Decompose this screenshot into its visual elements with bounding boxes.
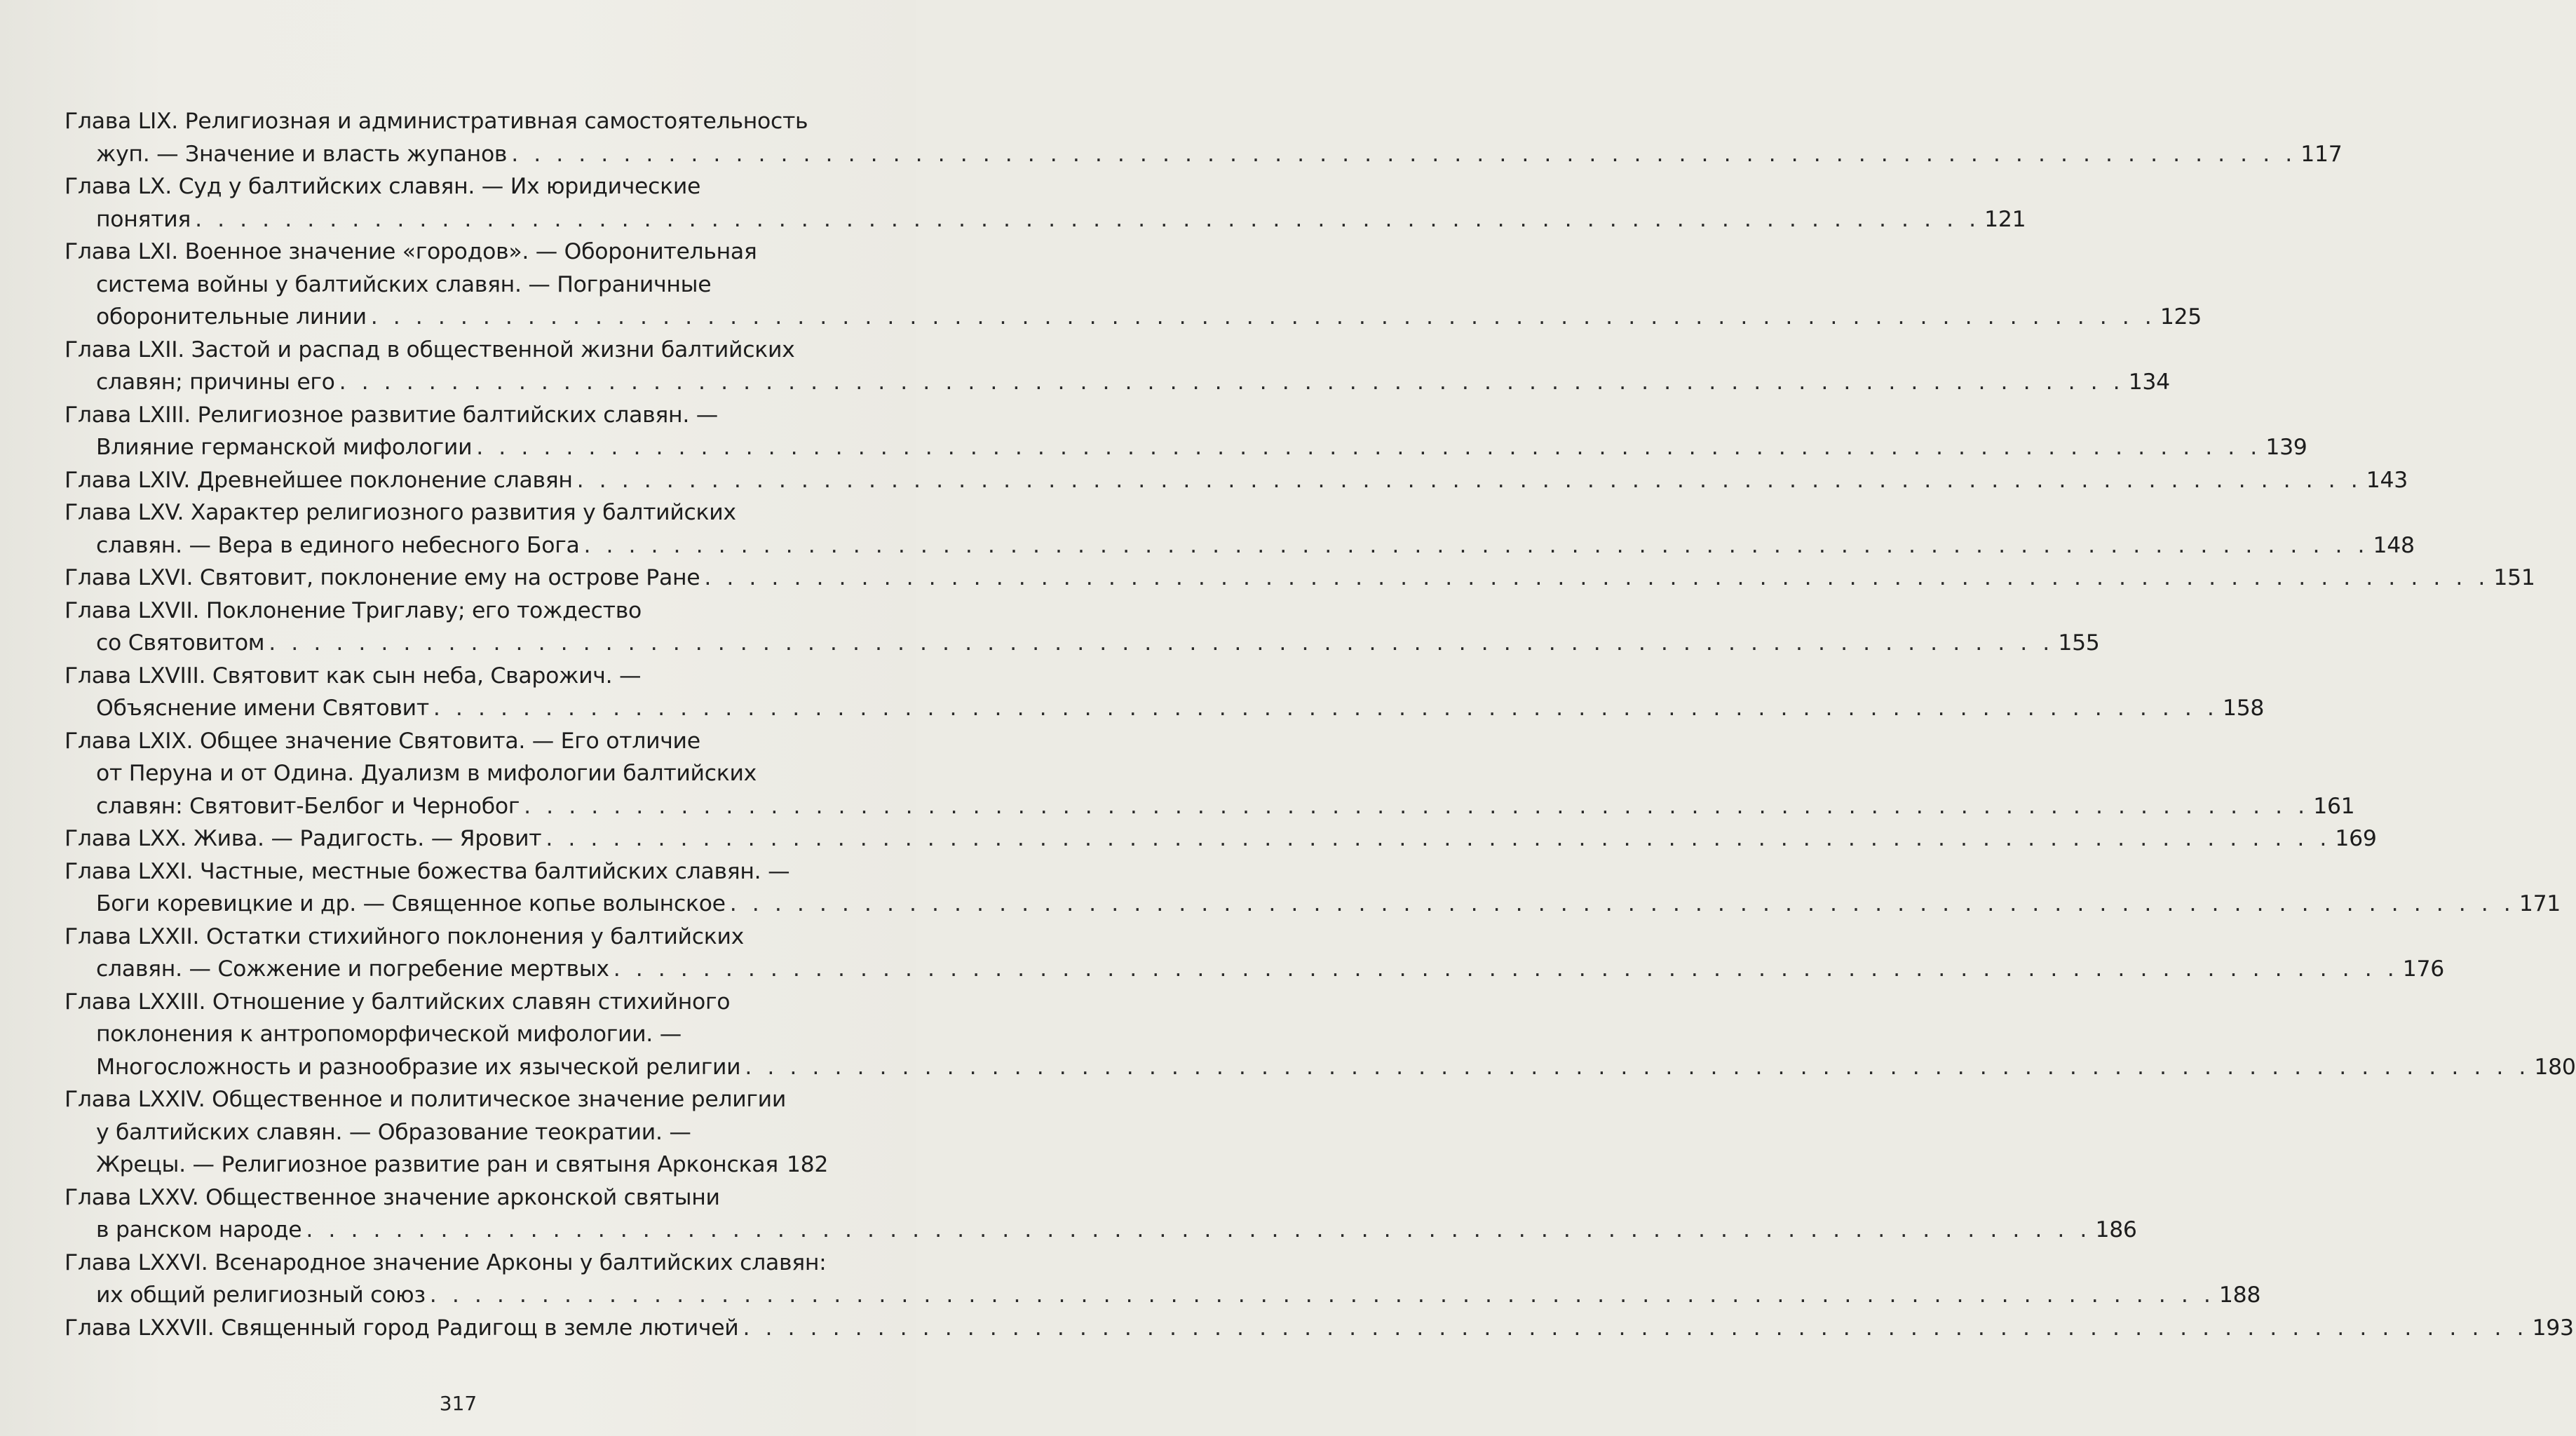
page-reference: 158 [2222, 696, 2265, 721]
toc-entry [65, 170, 2026, 236]
chapter-title-continued: у балтийских славян. — Образование теократии. — [96, 1119, 691, 1145]
toc-entry [65, 464, 2408, 497]
chapter-title: Глава LXX. Жива. — Радигость. — Яровит [65, 826, 542, 851]
chapter-title: Глава LXXV. Общественное значение арконской святыни [65, 1184, 720, 1210]
page-number: 317 [439, 1392, 477, 1415]
toc-entry [65, 1083, 829, 1181]
chapter-title-continued: система войны у балтийских славян. — Пограничные [96, 271, 712, 297]
toc-entry [65, 921, 2444, 986]
toc-entry [65, 660, 2265, 725]
dot-leader: . . . . . . . . . . . . . . . . . . . . . . . . . . . . . . . . . . . . . . . . . . . . . . . . . . . . . . . . . . . . . . . . . . . . . . . . . . . . . . . . [195, 206, 1981, 232]
dot-leader: . . . . . . . . . . . . . . . . . . . . . . . . . . . . . . . . . . . . . . . . . . . . . . . . . . . . . . . . . . . . . . . . . . . . . . . . . . . . . . . . [729, 891, 2515, 916]
dot-leader: . . . . . . . . . . . . . . . . . . . . . . . . . . . . . . . . . . . . . . . . . . . . . . . . . . . . . . . . . . . . . . . . . . . . . . . . . . . . . . . . [370, 304, 2156, 330]
chapter-title-continued: Влияние германской мифологии [96, 435, 473, 460]
page-reference: 182 [786, 1152, 829, 1177]
page-reference: 155 [2058, 630, 2100, 656]
dot-leader: . . . . . . . . . . . . . . . . . . . . . . . . . . . . . . . . . . . . . . . . . . . . . . . . . . . . . . . . . . . . . . . . . . . . . . . . . . . . . . . . [429, 1282, 2215, 1308]
toc-entry [65, 562, 2535, 595]
chapter-title: Глава LXXI. Частные, местные божества балтийских славян. — [65, 858, 790, 884]
chapter-title: Глава LIX. Религиозная и административная самостоятельность [65, 109, 808, 134]
toc-entry [65, 986, 2576, 1084]
chapter-title-continued: их общий религиозный союз [96, 1282, 426, 1308]
page-reference: 143 [2366, 467, 2408, 493]
chapter-title-continued: в ранском народе [96, 1217, 302, 1242]
page-reference: 151 [2493, 565, 2535, 590]
page-reference: 134 [2128, 370, 2170, 395]
chapter-title-continued: Объяснение имени Святовит [96, 696, 429, 721]
chapter-title: Глава LXXII. Остатки стихийного поклонения у балтийских [65, 923, 744, 949]
dot-leader: . . . . . . . . . . . . . . . . . . . . . . . . . . . . . . . . . . . . . . . . . . . . . . . . . . . . . . . . . . . . . . . . . . . . . . . . . . . . . . . . [269, 630, 2054, 656]
page-reference: 121 [1984, 206, 2026, 232]
page-reference: 161 [2313, 793, 2355, 819]
chapter-title-continued: оборонительные линии [96, 304, 367, 330]
toc-entry [65, 399, 2307, 464]
toc-entry [65, 1181, 2137, 1247]
page-reference: 125 [2160, 304, 2202, 330]
chapter-title-continued: понятия [96, 206, 191, 232]
chapter-title: Глава LXXIV. Общественное и политическое значение религии [65, 1087, 787, 1112]
chapter-title-continued: Многосложность и разнообразие их языческой религии [96, 1054, 741, 1080]
dot-leader: . . . . . . . . . . . . . . . . . . . . . . . . . . . . . . . . . . . . . . . . . . . . . . . . . . . . . . . . . . . . . . . . . . . . . . . . . . . . . . . . [524, 793, 2310, 819]
chapter-title: Глава LX. Суд у балтийских славян. — Их юридические [65, 174, 701, 199]
chapter-title: Глава LXXVII. Священный город Радигощ в земле лютичей [65, 1315, 739, 1341]
page-reference: 193 [2532, 1315, 2574, 1341]
page-reference: 139 [2265, 435, 2307, 460]
toc-entry [65, 236, 2202, 334]
page-reference: 169 [2335, 826, 2377, 851]
chapter-title: Глава LXIX. Общее значение Святовита. — Его отличие [65, 728, 700, 754]
dot-leader: . . . . . . . . . . . . . . . . . . . . . . . . . . . . . . . . . . . . . . . . . . . . . . . . . . . . . . . . . . . . . . . . . . . . . . . . . . . . . . . . [433, 696, 2218, 721]
page-reference: 176 [2402, 956, 2444, 982]
chapter-title: Глава LXIV. Древнейшее поклонение славян [65, 467, 573, 493]
chapter-title-continued: славян; причины его [96, 370, 335, 395]
chapter-title-continued: славян: Святовит-Белбог и Чернобог [96, 793, 520, 819]
dot-leader: . . . . . . . . . . . . . . . . . . . . . . . . . . . . . . . . . . . . . . . . . . . . . . . . . . . . . . . . . . . . . . . . . . . . . . . . . . . . . . . . [613, 956, 2399, 982]
table-of-contents [65, 105, 2576, 1344]
chapter-title-continued: Жрецы. — Религиозное развитие ран и святыня Арконская [96, 1152, 778, 1177]
dot-leader: . . . . . . . . . . . . . . . . . . . . . . . . . . . . . . . . . . . . . . . . . . . . . . . . . . . . . . . . . . . . . . . . . . . . . . . . . . . . . . . . [704, 565, 2490, 590]
toc-entry [65, 496, 2415, 562]
chapter-title: Глава LXXVI. Всенародное значение Арконы у балтийских славян: [65, 1249, 827, 1275]
page-reference: 186 [2095, 1217, 2137, 1242]
toc-entry [65, 595, 2100, 660]
toc-entry [65, 1312, 2574, 1345]
toc-entry [65, 1247, 2261, 1312]
page-reference: 180 [2534, 1054, 2576, 1080]
chapter-title-continued: жуп. — Значение и власть жупанов [96, 141, 508, 167]
chapter-title: Глава LXV. Характер религиозного развития у балтийских [65, 500, 736, 525]
dot-leader: . . . . . . . . . . . . . . . . . . . . . . . . . . . . . . . . . . . . . . . . . . . . . . . . . . . . . . . . . . . . . . . . . . . . . . . . . . . . . . . . [306, 1217, 2092, 1242]
chapter-title: Глава LXIII. Религиозное развитие балтийских славян. — [65, 402, 718, 428]
dot-leader: . . . . . . . . . . . . . . . . . . . . . . . . . . . . . . . . . . . . . . . . . . . . . . . . . . . . . . . . . . . . . . . . . . . . . . . . . . . . . . . . [476, 435, 2262, 460]
dot-leader: . . . . . . . . . . . . . . . . . . . . . . . . . . . . . . . . . . . . . . . . . . . . . . . . . . . . . . . . . . . . . . . . . . . . . . . . . . . . . . . . [511, 141, 2297, 167]
toc-entry [65, 855, 2561, 921]
chapter-title-continued: со Святовитом [96, 630, 265, 656]
toc-entry [65, 105, 2343, 170]
chapter-title: Глава LXI. Военное значение «городов». — Оборонительная [65, 239, 757, 264]
chapter-title-continued: славян. — Сожжение и погребение мертвых [96, 956, 609, 982]
page-reference: 117 [2300, 141, 2343, 167]
chapter-title-continued: Боги коревицкие и др. — Священное копье волынское [96, 891, 726, 916]
page-reference: 188 [2218, 1282, 2261, 1308]
chapter-title-continued: от Перуна и от Одина. Дуализм в мифологии балтийских [96, 761, 757, 786]
chapter-title-continued: поклонения к антропоморфической мифологии. — [96, 1022, 682, 1047]
dot-leader: . . . . . . . . . . . . . . . . . . . . . . . . . . . . . . . . . . . . . . . . . . . . . . . . . . . . . . . . . . . . . . . . . . . . . . . . . . . . . . . . [583, 532, 2369, 558]
dot-leader: . . . . . . . . . . . . . . . . . . . . . . . . . . . . . . . . . . . . . . . . . . . . . . . . . . . . . . . . . . . . . . . . . . . . . . . . . . . . . . . . [576, 467, 2362, 493]
page-reference: 171 [2519, 891, 2561, 916]
dot-leader: . . . . . . . . . . . . . . . . . . . . . . . . . . . . . . . . . . . . . . . . . . . . . . . . . . . . . . . . . . . . . . . . . . . . . . . . . . . . . . . . [743, 1315, 2528, 1341]
toc-entry [65, 334, 2170, 399]
toc-entry [65, 822, 2377, 855]
chapter-title: Глава LXVI. Святовит, поклонение ему на острове Ране [65, 565, 700, 590]
page-reference: 148 [2373, 532, 2415, 558]
chapter-title-continued: славян. — Вера в единого небесного Бога [96, 532, 580, 558]
chapter-title: Глава LXXIII. Отношение у балтийских славян стихийного [65, 989, 731, 1015]
chapter-title: Глава LXII. Застой и распад в общественной жизни балтийских [65, 337, 795, 363]
toc-entry [65, 725, 2355, 823]
dot-leader: . . . . . . . . . . . . . . . . . . . . . . . . . . . . . . . . . . . . . . . . . . . . . . . . . . . . . . . . . . . . . . . . . . . . . . . . . . . . . . . . [545, 826, 2331, 851]
chapter-title: Глава LXVIII. Святовит как сын неба, Сварожич. — [65, 663, 642, 689]
dot-leader: . . . . . . . . . . . . . . . . . . . . . . . . . . . . . . . . . . . . . . . . . . . . . . . . . . . . . . . . . . . . . . . . . . . . . . . . . . . . . . . . [339, 370, 2124, 395]
dot-leader: . . . . . . . . . . . . . . . . . . . . . . . . . . . . . . . . . . . . . . . . . . . . . . . . . . . . . . . . . . . . . . . . . . . . . . . . . . . . . . . . [745, 1054, 2530, 1080]
chapter-title: Глава LXVII. Поклонение Триглаву; его тождество [65, 597, 642, 623]
